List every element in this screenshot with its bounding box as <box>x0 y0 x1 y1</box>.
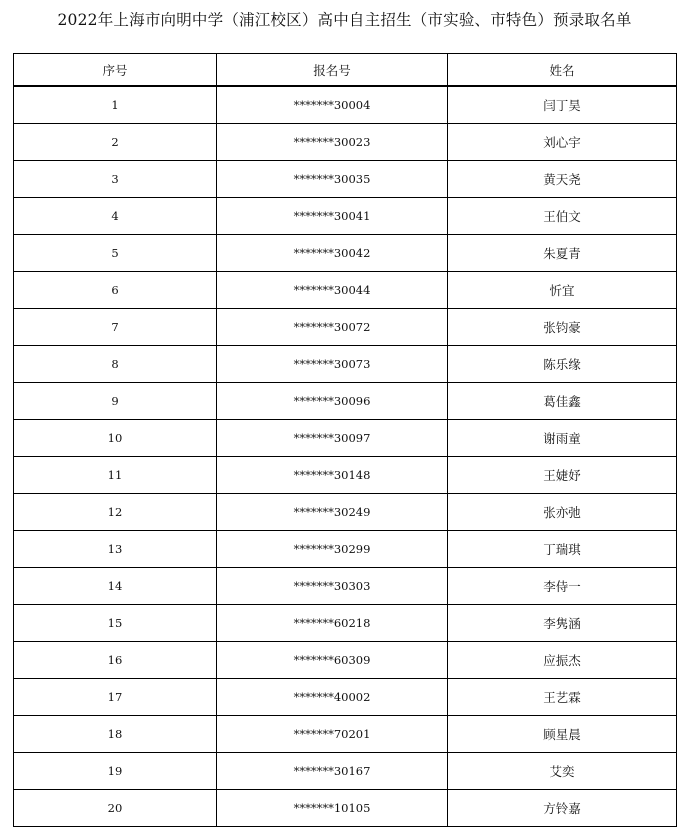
table-row <box>14 272 677 309</box>
page-title: 2022年上海市向明中学（浦江校区）高中自主招生（市实验、市特色）预录取名单 <box>57 11 632 29</box>
student-name-cell: 王伯文 <box>448 198 677 235</box>
student-name-cell: 王艺霖 <box>448 679 677 716</box>
table-row <box>14 605 677 642</box>
index-cell: 3 <box>14 161 217 198</box>
student-name-cell: 黄天尧 <box>448 161 677 198</box>
index-cell: 18 <box>14 716 217 753</box>
table-row <box>14 309 677 346</box>
index-cell: 20 <box>14 790 217 827</box>
index-cell: 11 <box>14 457 217 494</box>
index-cell: 19 <box>14 753 217 790</box>
index-cell: 1 <box>14 86 217 124</box>
table-row <box>14 235 677 272</box>
registration-number-cell: *******10105 <box>217 790 448 827</box>
table-row <box>14 642 677 679</box>
table-header <box>14 54 677 87</box>
registration-number-cell: *******30167 <box>217 753 448 790</box>
registration-number-cell: *******30249 <box>217 494 448 531</box>
registration-number-cell: *******30299 <box>217 531 448 568</box>
student-name-cell: 忻宜 <box>448 272 677 309</box>
registration-number-cell: *******30023 <box>217 124 448 161</box>
index-cell: 12 <box>14 494 217 531</box>
table-row <box>14 86 677 124</box>
table-row <box>14 716 677 753</box>
student-name-cell: 李隽涵 <box>448 605 677 642</box>
student-name-cell: 应振杰 <box>448 642 677 679</box>
student-name-cell: 陈乐缘 <box>448 346 677 383</box>
student-name-cell: 闫丁昊 <box>448 86 677 124</box>
table-body <box>14 86 677 827</box>
column-header-name: 姓名 <box>448 54 677 87</box>
table-row <box>14 346 677 383</box>
index-cell: 6 <box>14 272 217 309</box>
student-name-cell: 谢雨童 <box>448 420 677 457</box>
index-cell: 8 <box>14 346 217 383</box>
table-row <box>14 198 677 235</box>
index-cell: 13 <box>14 531 217 568</box>
table-row <box>14 383 677 420</box>
registration-number-cell: *******30303 <box>217 568 448 605</box>
column-header-registration-number: 报名号 <box>217 54 448 87</box>
index-cell: 17 <box>14 679 217 716</box>
student-name-cell: 方铃嘉 <box>448 790 677 827</box>
registration-number-cell: *******30044 <box>217 272 448 309</box>
registration-number-cell: *******60218 <box>217 605 448 642</box>
table-row <box>14 494 677 531</box>
index-cell: 2 <box>14 124 217 161</box>
student-name-cell: 丁瑞琪 <box>448 531 677 568</box>
table-row <box>14 161 677 198</box>
index-cell: 15 <box>14 605 217 642</box>
table-row <box>14 420 677 457</box>
registration-number-cell: *******30004 <box>217 86 448 124</box>
student-name-cell: 张钧豪 <box>448 309 677 346</box>
index-cell: 9 <box>14 383 217 420</box>
index-cell: 7 <box>14 309 217 346</box>
admission-list-table <box>13 53 677 827</box>
registration-number-cell: *******60309 <box>217 642 448 679</box>
registration-number-cell: *******30042 <box>217 235 448 272</box>
table-row <box>14 790 677 827</box>
column-header-index: 序号 <box>14 54 217 87</box>
registration-number-cell: *******30097 <box>217 420 448 457</box>
student-name-cell: 葛佳鑫 <box>448 383 677 420</box>
registration-number-cell: *******70201 <box>217 716 448 753</box>
table-row <box>14 679 677 716</box>
registration-number-cell: *******30041 <box>217 198 448 235</box>
header-row <box>14 54 677 87</box>
index-cell: 10 <box>14 420 217 457</box>
index-cell: 5 <box>14 235 217 272</box>
index-cell: 16 <box>14 642 217 679</box>
student-name-cell: 顾星晨 <box>448 716 677 753</box>
registration-number-cell: *******30096 <box>217 383 448 420</box>
registration-number-cell: *******40002 <box>217 679 448 716</box>
registration-number-cell: *******30035 <box>217 161 448 198</box>
registration-number-cell: *******30148 <box>217 457 448 494</box>
registration-number-cell: *******30072 <box>217 309 448 346</box>
student-name-cell: 李侍一 <box>448 568 677 605</box>
student-name-cell: 刘心宇 <box>448 124 677 161</box>
student-name-cell: 张亦弛 <box>448 494 677 531</box>
registration-number-cell: *******30073 <box>217 346 448 383</box>
index-cell: 14 <box>14 568 217 605</box>
index-cell: 4 <box>14 198 217 235</box>
student-name-cell: 王婕妤 <box>448 457 677 494</box>
student-name-cell: 艾奕 <box>448 753 677 790</box>
table-row <box>14 124 677 161</box>
table-row <box>14 568 677 605</box>
table-row <box>14 457 677 494</box>
table-row <box>14 531 677 568</box>
table-row <box>14 753 677 790</box>
student-name-cell: 朱夏青 <box>448 235 677 272</box>
